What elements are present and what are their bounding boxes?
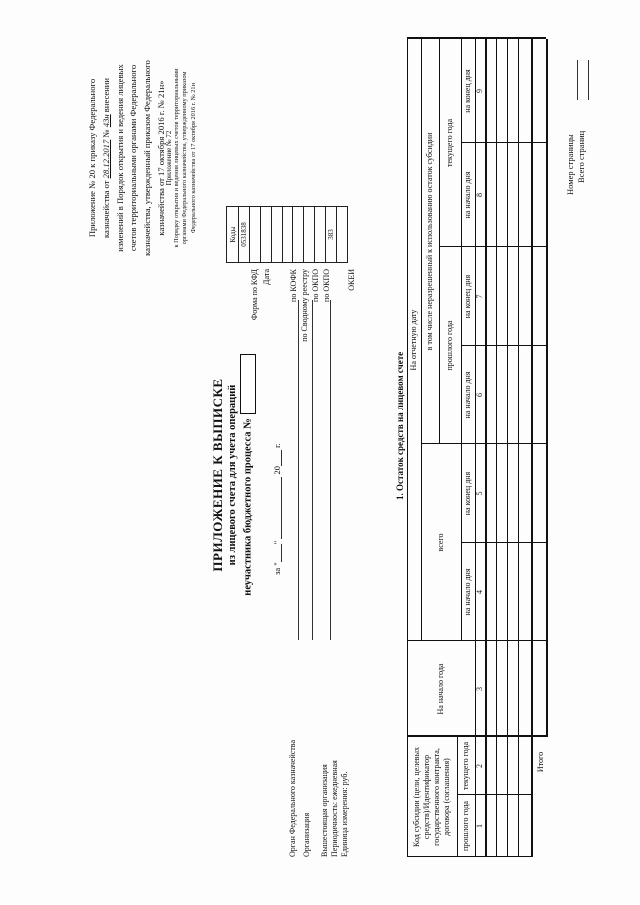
order-line-3: изменений в Порядок открытия и ведения лицевых [114,64,125,252]
order-line-6: казначейства от 17 октября 2016 г. № 21н» [155,80,166,236]
th-prev: прошлого года [445,320,454,371]
appendix-line-2: к Порядку открытия и ведения лицевых счетов территориальными [173,68,181,248]
th-cur: текущего года [445,118,454,168]
total-pages-field[interactable] [588,60,589,100]
th-day-start-3: на начало дня [463,171,472,219]
okei-code-cell: 383 [326,207,337,263]
year-field[interactable] [281,450,282,466]
treasury-organ-line[interactable] [298,300,299,640]
empty-code-cell[interactable] [260,207,271,263]
th-day-end-2: на конец дня [463,274,472,319]
title-line-3-text: неучастника бюджетного процесса № [242,418,254,596]
order-line-2-mid: № [100,127,111,140]
day-field[interactable] [281,544,282,562]
col-num-5: 5 [475,491,484,496]
codes-header: Коды [227,207,239,263]
th-day-start-1: на начало дня [463,568,472,616]
label-okpo-1: по ОКПО [311,269,320,302]
th-code: Код субсидии (цели, целевых средств)/Идентификатор государственного контракта, договора (соглашения) [412,747,451,847]
col-num-6: 6 [475,393,484,397]
total-row-bottom [546,39,548,737]
year-prefix: 20 [272,466,282,475]
title-line-1: ПРИЛОЖЕНИЕ К ВЫПИСКЕ [210,378,225,572]
month-field[interactable] [281,477,282,539]
label-periodicity: Периодичность: ежедневная [330,760,339,857]
label-svodny: по Сводному реестру [300,269,309,342]
order-number-handwritten: 43н [100,114,111,128]
statement-date-line [272,443,282,575]
appendix-line-4: Федерального казначейства от 17 октября 2016 г. № 21н [189,83,197,233]
year-suffix: г. [272,443,282,448]
title-line-2: из лицевого счета для учета операций [227,384,238,566]
label-date: Дата [262,269,271,285]
col-num-1: 1 [475,824,484,828]
order-line-5: казначейства, утвержденный приказом Федерального [142,60,153,256]
svodny-code-cell[interactable] [282,207,293,263]
th-day-start-2: на начало дня [463,371,472,419]
th-start-year: На начало года [436,663,445,715]
col-num-3: 3 [475,687,484,691]
total-label: Итого [536,751,545,773]
th-report-date: На отчетную дату [409,309,418,371]
label-parent-organization: Вышестоящая организация [320,764,329,857]
order-line-1: Приложение № 20 к приказу Федерального [87,78,97,238]
label-unit: Единица измерения: руб. [340,771,349,857]
okpo1-code-cell[interactable] [293,207,304,263]
col-num-2: 2 [475,764,484,768]
date-quote: " [272,540,282,545]
parent-organization-line[interactable] [330,300,331,640]
order-date-handwritten: 28.12.2017 [100,139,111,179]
page-number-field[interactable] [577,60,578,100]
label-organization: Организация [302,812,311,857]
appendix-reference [165,39,198,277]
th-day-end-1: на конец дня [463,471,472,516]
label-treasury-organ: Орган Федерального казначейства [288,739,297,857]
label-okei: ОКЕИ [347,269,356,291]
col-num-8: 8 [475,193,484,197]
empty-code-cell-3[interactable] [337,207,348,263]
section-title: 1. Остаток средств на лицевом счете [395,351,405,500]
page-number-label: Номер страницы [565,134,575,195]
organization-line[interactable] [312,300,313,640]
th-cur-year: текущего года [461,741,470,791]
order-reference [86,39,169,277]
kofk-code-cell[interactable] [271,207,282,263]
okpo2-code-cell[interactable] [304,207,315,263]
order-line-2-suffix: внесении [100,77,111,115]
label-form-kfd: Форма по КФД [250,269,259,321]
order-line-2 [100,39,114,277]
codes-table [226,206,348,263]
label-okpo-2: по ОКПО [322,269,331,302]
col-num-7: 7 [475,294,484,299]
th-total: всего [436,533,445,552]
total-pages-label: Всего страниц [576,130,586,183]
appendix-line-3: органами Федерального казначейства, утвержденному приказом [181,71,189,245]
appendix-line-1: Приложение № 72 [165,130,173,186]
form-code-cell: 0531838 [239,207,250,263]
col-num-9: 9 [475,89,484,93]
th-unused: в том числе неразрешенный к использованию остаток субсидии [425,132,434,351]
th-prev-year: прошлого года [461,801,470,851]
empty-code-cell-2[interactable] [315,207,326,263]
order-line-2-prefix: казначейства от [100,178,111,239]
col-num-4: 4 [475,590,484,594]
date-code-cell[interactable] [249,207,260,263]
date-prefix: за " [272,562,282,575]
th-day-end-3: на конец дня [463,69,472,113]
label-kofk: по КОФК [289,269,298,302]
order-line-4: счетов территориальными органами Федерального [128,64,139,252]
